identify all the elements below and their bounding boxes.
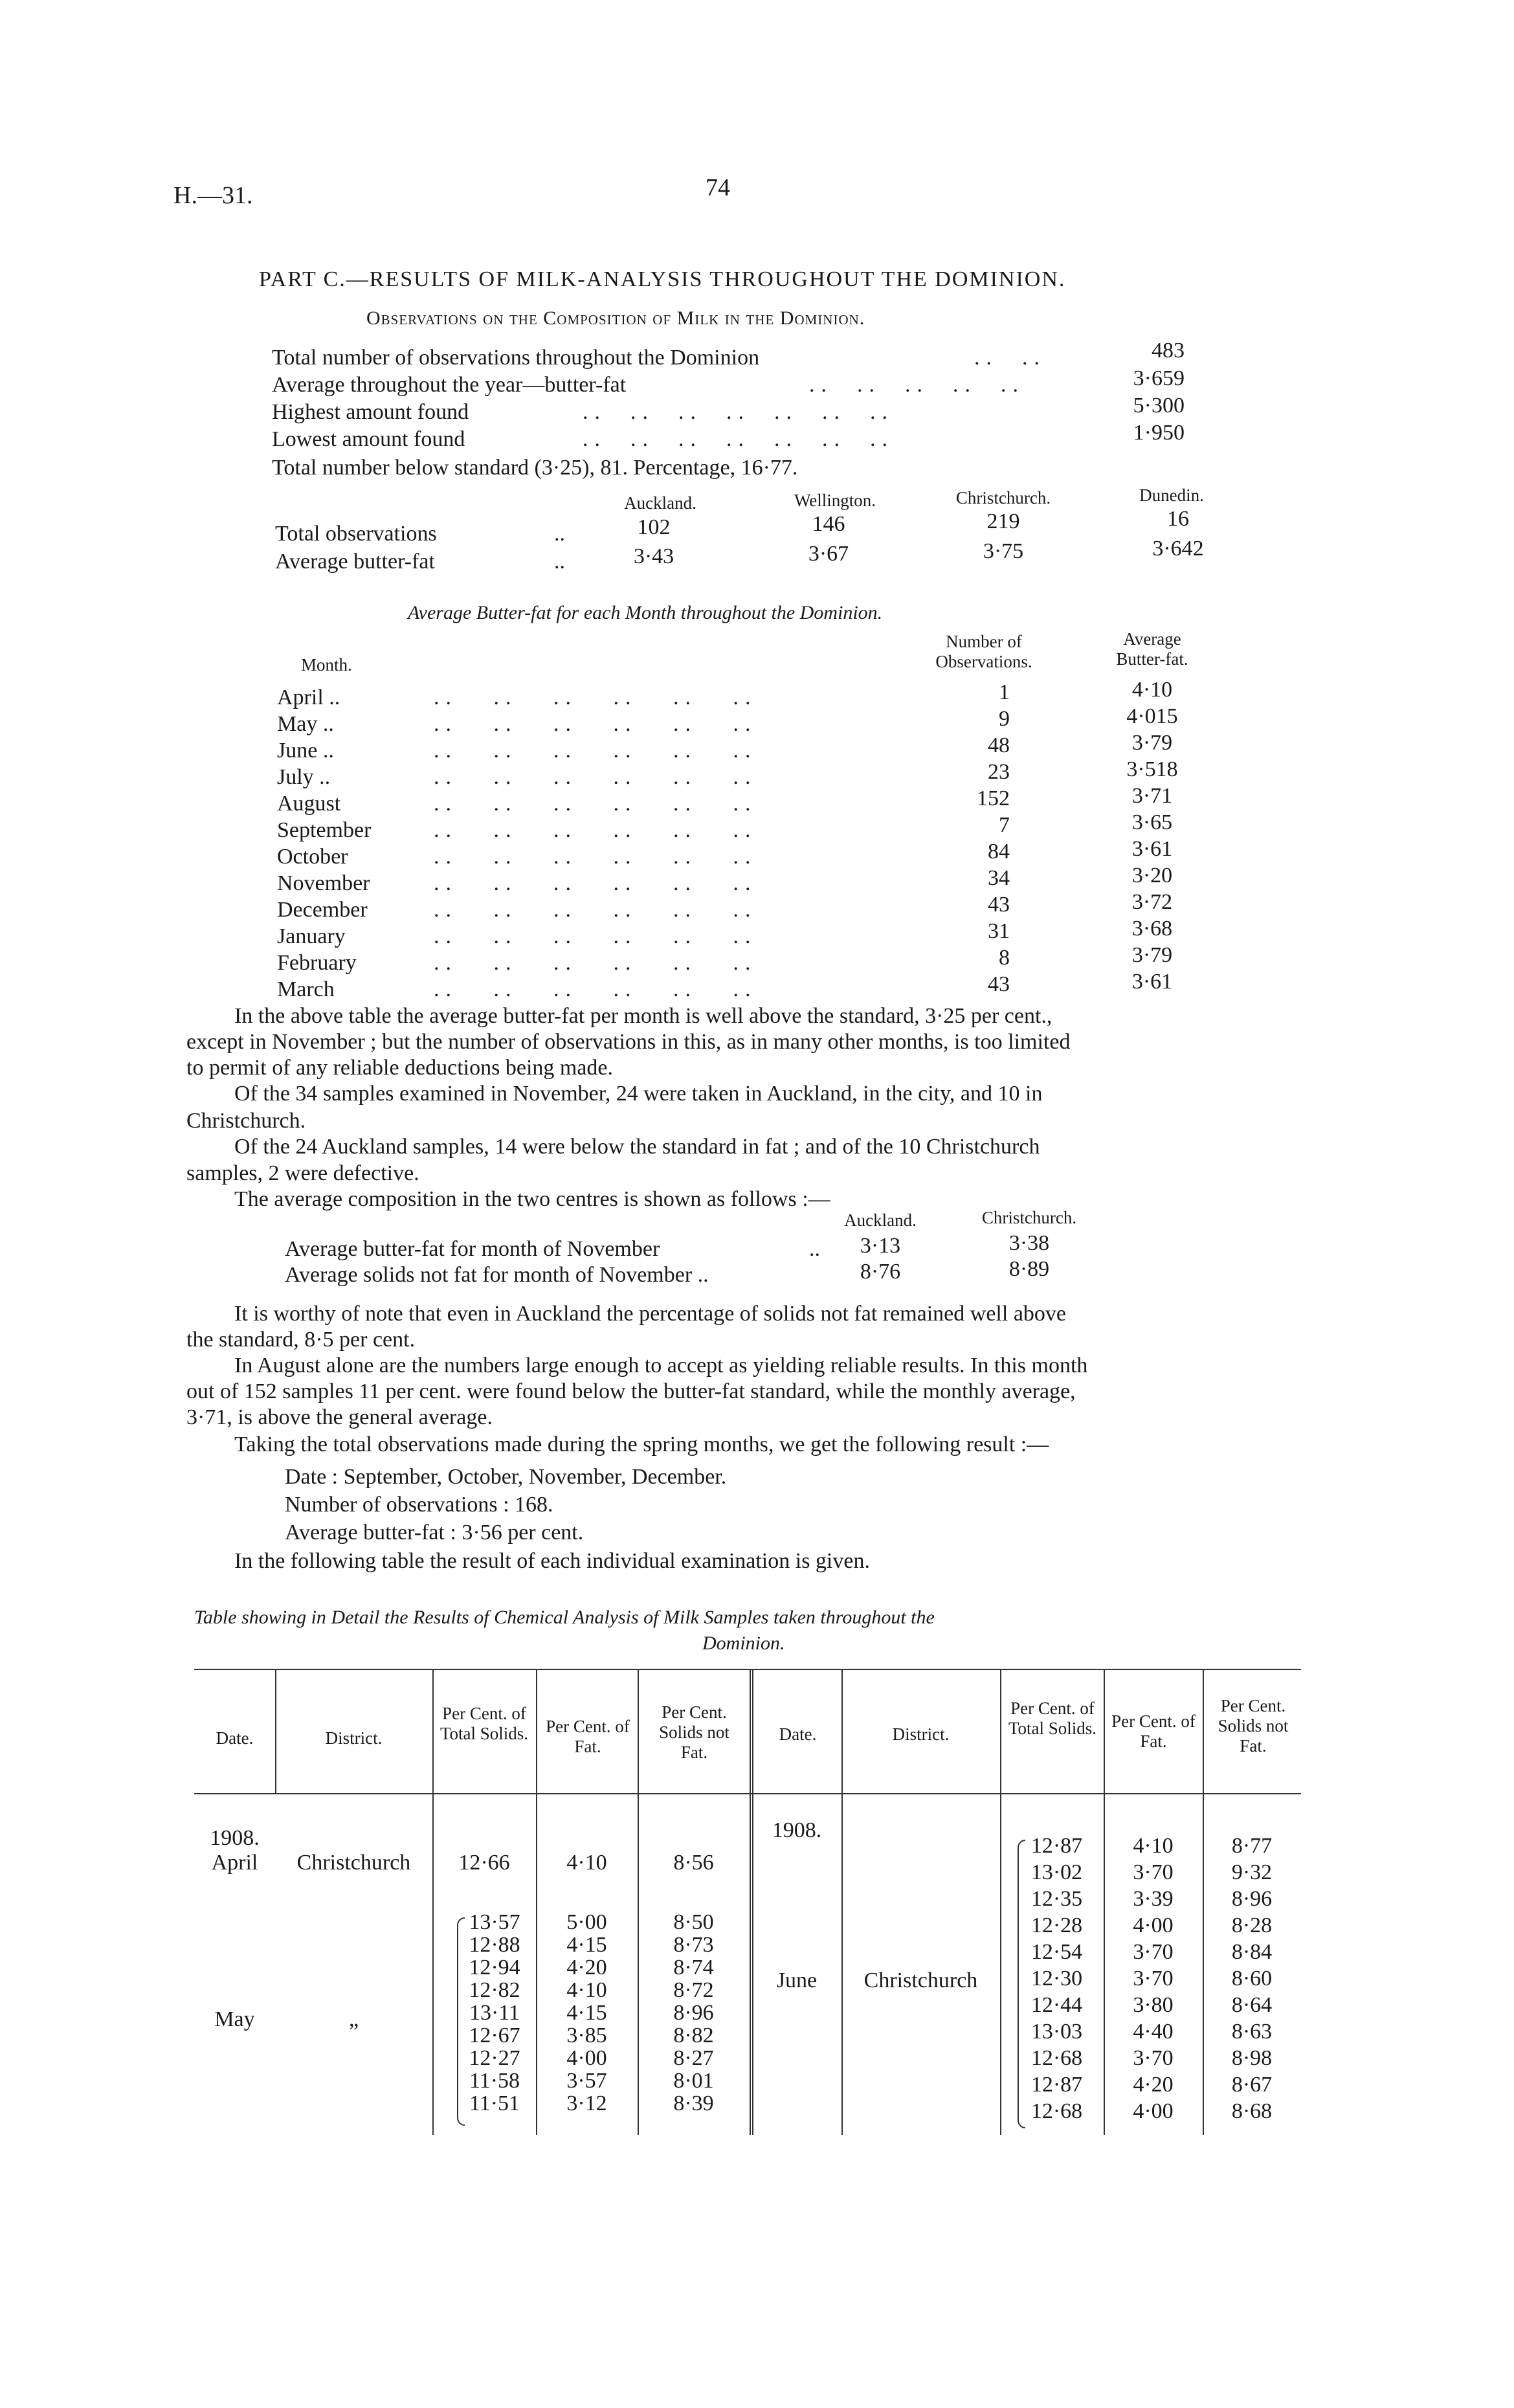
solids-not-fat-cell: 8·27: [673, 2046, 714, 2070]
observations-cell: 48: [988, 733, 1010, 757]
observations-cell: 1: [999, 680, 1010, 704]
fat-cell: 5·00: [566, 1910, 607, 1934]
average-cell: 3·79: [1131, 731, 1173, 755]
total-solids-cell: 12·94: [469, 1956, 520, 1979]
month-label: October: [277, 845, 348, 869]
column-header-observations: Number of Observations.: [935, 632, 1032, 671]
table-cell: 219: [986, 509, 1020, 533]
fat-cell: 3·70: [1133, 1940, 1174, 1964]
leader-dots: ..: [809, 1237, 820, 1261]
solids-not-fat-cell: 8·73: [673, 1933, 714, 1957]
fat-cell: 3·85: [566, 2023, 607, 2047]
total-solids-cell: 12·27: [469, 2046, 520, 2070]
total-solids-cell: 12·54: [1030, 1940, 1083, 1964]
leader-dots: .. .. .. .. .. ..: [434, 712, 757, 736]
district-christchurch: Christchurch: [863, 1968, 978, 1992]
summary-value: 1·950: [1133, 421, 1185, 445]
summary-label: Average throughout the year—butter-fat: [272, 373, 627, 397]
paragraph-line: It is worthy of note that even in Auckland the percentage of solids not fat remained well above: [234, 1302, 1066, 1326]
paragraph-line: samples, 2 were defective.: [186, 1161, 419, 1185]
summary-label: Lowest amount found: [272, 427, 465, 451]
total-solids-cell: 13·57: [469, 1910, 520, 1934]
total-solids-cell: 12·88: [469, 1933, 520, 1957]
leader-dots: .. ..: [974, 346, 1046, 370]
month-label: September: [277, 818, 372, 842]
solids-not-fat-cell: 8·82: [673, 2023, 714, 2047]
leader-dots: .. .. .. .. .. ..: [434, 765, 757, 789]
month-label: January: [277, 924, 346, 948]
average-cell: 4·10: [1131, 678, 1173, 702]
leader-dots: ..: [554, 550, 565, 574]
column-header-average: Average Butter-fat.: [1116, 629, 1188, 669]
table-cell: 3·13: [860, 1234, 901, 1258]
solids-not-fat-cell: 8·84: [1231, 1940, 1273, 1964]
document-reference: H.—31.: [173, 182, 253, 209]
observations-cell: 34: [988, 866, 1010, 890]
header-total-solids: Per Cent. of Total Solids.: [440, 1704, 529, 1743]
fat-cell: 4·15: [566, 2001, 607, 2025]
leader-dots: .. .. .. .. .. ..: [434, 951, 757, 975]
summary-value: 5·300: [1133, 394, 1185, 418]
column-rule: [1000, 1669, 1001, 2135]
solids-not-fat-cell: 8·96: [673, 2001, 714, 2025]
row-label: Total observations: [275, 522, 437, 546]
summary-value: 3·659: [1133, 366, 1185, 390]
leader-dots: .. .. .. .. .. ..: [434, 871, 757, 895]
leader-dots: .. .. .. .. .. ..: [434, 686, 757, 709]
paragraph-line: Taking the total observations made during the spring months, we get the following result :—: [234, 1433, 1049, 1456]
table-header-rule: [194, 1793, 1301, 1794]
month-label: July ..: [277, 765, 331, 789]
total-solids-cell: 11·51: [469, 2091, 520, 2115]
paragraph-line: In the following table the result of each individual examination is given.: [234, 1549, 870, 1573]
month-label: November: [277, 871, 370, 895]
column-rule: [432, 1669, 434, 2135]
fat-cell: 4·10: [1133, 1834, 1174, 1858]
spring-butter-fat: Average butter-fat : 3·56 per cent.: [285, 1521, 584, 1544]
solids-not-fat-cell: 8·68: [1231, 2099, 1273, 2123]
monthly-table-title: Average Butter-fat for each Month throughout the Dominion.: [408, 602, 883, 623]
header-solids-not-fat: Per Cent. Solids not Fat.: [659, 1702, 729, 1762]
observations-cell: 152: [977, 786, 1010, 810]
fat-cell: 3·80: [1133, 1993, 1174, 2017]
paragraph-line: to permit of any reliable deductions being made.: [186, 1056, 614, 1080]
observations-cell: 43: [988, 972, 1010, 996]
solids-not-fat-cell: 8·72: [673, 1978, 714, 2002]
total-solids-cell: 13·11: [469, 2001, 520, 2025]
column-rule: [752, 1669, 753, 2135]
column-header: Christchurch.: [981, 1208, 1077, 1227]
fat-cell: 4·00: [1133, 2099, 1174, 2123]
fat-cell: 4·20: [566, 1956, 607, 1979]
leader-dots: .. .. .. .. .. .. ..: [583, 400, 894, 424]
column-header: Dunedin.: [1139, 485, 1204, 505]
column-header: Christchurch.: [955, 488, 1051, 507]
district-christchurch: Christchurch: [296, 1851, 411, 1875]
column-header: Wellington.: [794, 491, 876, 510]
table-top-rule: [194, 1669, 1301, 1670]
solids-not-fat-cell: 8·39: [673, 2091, 714, 2115]
summary-label: Highest amount found: [272, 400, 469, 424]
solids-not-fat-cell: 9·32: [1231, 1860, 1273, 1884]
fat-cell: 4·10: [566, 1851, 607, 1875]
detail-table-title-cont: Dominion.: [702, 1633, 785, 1654]
fat-cell: 4·20: [1133, 2073, 1174, 2097]
fat-cell: 4·15: [566, 1933, 607, 1957]
part-title: PART C.—RESULTS OF MILK-ANALYSIS THROUGHOUT THE DOMINION.: [259, 267, 1066, 291]
average-cell: 3·68: [1131, 917, 1173, 941]
solids-not-fat-cell: 8·96: [1231, 1887, 1273, 1911]
table-cell: 3·642: [1152, 537, 1204, 561]
total-solids-cell: 12·67: [469, 2023, 520, 2047]
average-cell: 3·518: [1126, 757, 1178, 781]
month-label: August: [277, 792, 341, 816]
column-rule: [750, 1669, 751, 2135]
total-solids-cell: 11·58: [469, 2069, 520, 2093]
solids-not-fat-cell: 8·98: [1231, 2046, 1273, 2070]
paragraph-line: Christchurch.: [186, 1109, 306, 1133]
table-cell: 102: [637, 515, 671, 539]
leader-dots: ..: [554, 522, 565, 546]
fat-cell: 3·70: [1133, 2046, 1174, 2070]
average-cell: 3·20: [1131, 864, 1173, 887]
solids-not-fat-cell: 8·01: [673, 2069, 714, 2093]
detail-table-title: Table showing in Detail the Results of Chemical Analysis of Milk Samples taken throughout the: [194, 1607, 935, 1628]
date-april: April: [211, 1851, 258, 1875]
month-label: April ..: [277, 686, 340, 709]
observations-cell: 7: [999, 813, 1010, 837]
paragraph-line: the standard, 8·5 per cent.: [186, 1328, 416, 1352]
total-solids-cell: 13·03: [1030, 2020, 1083, 2044]
paragraph-line: In the above table the average butter-fat per month is well above the standard, 3·25 per cent.,: [234, 1004, 1052, 1028]
leader-dots: .. .. .. .. .. .. ..: [583, 427, 894, 451]
header-date: Date.: [779, 1724, 817, 1744]
fat-cell: 4·40: [1133, 2020, 1174, 2044]
district-ditto: „: [348, 2007, 359, 2031]
header-fat: Per Cent. of Fat.: [546, 1717, 630, 1756]
table-cell: 3·43: [633, 544, 674, 568]
total-solids-cell: 12·28: [1030, 1913, 1083, 1937]
row-label: Average butter-fat for month of November: [285, 1237, 660, 1261]
leader-dots: .. .. .. .. .. ..: [434, 792, 757, 816]
observations-cell: 8: [999, 946, 1010, 970]
leader-dots: .. .. .. .. .. ..: [434, 898, 757, 922]
table-cell: 3·67: [808, 542, 849, 566]
table-cell: 8·89: [1008, 1257, 1050, 1281]
spring-observations: Number of observations : 168.: [285, 1493, 553, 1517]
paragraph-line: 3·71, is above the general average.: [186, 1405, 493, 1429]
observations-cell: 9: [999, 707, 1010, 731]
table-cell: 146: [812, 512, 845, 536]
solids-not-fat-cell: 8·77: [1231, 1834, 1273, 1858]
below-standard-line: Total number below standard (3·25), 81. Percentage, 16·77.: [272, 456, 798, 480]
fat-cell: 3·70: [1133, 1967, 1174, 1990]
header-district: District.: [892, 1724, 950, 1744]
table-cell: 16: [1167, 507, 1189, 531]
paragraph-line: out of 152 samples 11 per cent. were found below the butter-fat standard, while the monthly average,: [186, 1379, 1076, 1403]
average-cell: 4·015: [1126, 704, 1178, 728]
date-june: June: [776, 1968, 818, 1992]
leader-dots: .. .. .. .. ..: [809, 373, 1025, 397]
spring-date: Date : September, October, November, December.: [285, 1465, 727, 1489]
average-cell: 3·61: [1131, 970, 1173, 994]
average-cell: 3·65: [1131, 810, 1173, 834]
page-number: 74: [706, 174, 730, 201]
column-header: Auckland.: [844, 1210, 917, 1230]
date-may: May: [214, 2007, 255, 2031]
paragraph-line: Of the 24 Auckland samples, 14 were below the standard in fat ; and of the 10 Christchurch: [234, 1135, 1040, 1159]
solids-not-fat-cell: 8·63: [1231, 2020, 1273, 2044]
paragraph-line: Of the 34 samples examined in November, 24 were taken in Auckland, in the city, and 10 in: [234, 1082, 1043, 1106]
average-cell: 3·72: [1131, 890, 1173, 914]
summary-label: Total number of observations throughout the Dominion: [272, 346, 760, 370]
total-solids-cell: 12·87: [1030, 1834, 1083, 1858]
average-cell: 3·71: [1131, 784, 1173, 808]
column-header-month: Month.: [301, 655, 352, 674]
row-label: Average butter-fat: [275, 550, 435, 574]
total-solids-cell: 13·02: [1030, 1860, 1083, 1884]
header-district: District.: [325, 1728, 383, 1748]
month-label: February: [277, 951, 357, 975]
header-date: Date.: [216, 1728, 254, 1748]
solids-not-fat-cell: 8·67: [1231, 2073, 1273, 2097]
year-label: 1908.: [772, 1818, 822, 1842]
paragraph-line: except in November ; but the number of observations in this, as in many other months, is too limited: [186, 1030, 1071, 1054]
table-cell: 3·75: [983, 539, 1024, 563]
fat-cell: 4·00: [566, 2046, 607, 2070]
leader-dots: .. .. .. .. .. ..: [434, 739, 757, 763]
observations-cell: 84: [988, 840, 1010, 864]
fat-cell: 3·39: [1133, 1887, 1174, 1911]
total-solids-cell: 12·87: [1030, 2073, 1083, 2097]
header-fat: Per Cent. of Fat.: [1111, 1711, 1196, 1751]
average-cell: 3·79: [1131, 943, 1173, 967]
table-cell: 3·38: [1008, 1231, 1050, 1255]
paragraph-line: The average composition in the two centres is shown as follows :—: [234, 1187, 830, 1211]
observations-cell: 43: [988, 893, 1010, 917]
solids-not-fat-cell: 8·28: [1231, 1913, 1273, 1937]
total-solids-cell: 12·68: [1030, 2046, 1083, 2070]
table-cell: 8·76: [860, 1260, 901, 1284]
paragraph-line: In August alone are the numbers large enough to accept as yielding reliable results. In this month: [234, 1354, 1088, 1377]
leader-dots: .. .. .. .. .. ..: [434, 818, 757, 842]
fat-cell: 4·10: [566, 1978, 607, 2002]
month-label: June ..: [277, 739, 334, 763]
leader-dots: .. .. .. .. .. ..: [434, 845, 757, 869]
fat-cell: 3·12: [566, 2091, 607, 2115]
solids-not-fat-cell: 8·64: [1231, 1993, 1273, 2017]
month-label: March: [277, 977, 335, 1001]
year-label: 1908.: [210, 1826, 260, 1850]
observations-cell: 31: [988, 919, 1010, 943]
fat-cell: 3·57: [566, 2069, 607, 2093]
leader-dots: .. .. .. .. .. ..: [434, 924, 757, 948]
average-cell: 3·61: [1131, 837, 1173, 861]
row-label: Average solids not fat for month of November ..: [285, 1263, 709, 1287]
observations-heading: Observations on the Composition of Milk in the Dominion.: [366, 307, 865, 329]
solids-not-fat-cell: 8·74: [673, 1956, 714, 1979]
total-solids-cell: 12·44: [1030, 1993, 1083, 2017]
column-header: Auckland.: [624, 493, 696, 513]
observations-cell: 23: [988, 760, 1010, 784]
header-solids-not-fat: Per Cent. Solids not Fat.: [1218, 1696, 1289, 1756]
month-label: May ..: [277, 712, 334, 736]
fat-cell: 3·70: [1133, 1860, 1174, 1884]
fat-cell: 4·00: [1133, 1913, 1174, 1937]
total-solids-cell: 12·68: [1030, 2099, 1083, 2123]
summary-value: 483: [1152, 339, 1185, 362]
solids-not-fat-cell: 8·50: [673, 1910, 714, 1934]
month-label: December: [277, 898, 368, 922]
solids-not-fat-cell: 8·60: [1231, 1967, 1273, 1990]
total-solids-cell: 12·35: [1030, 1887, 1083, 1911]
total-solids-cell: 12·82: [469, 1978, 520, 2002]
total-solids-cell: 12·30: [1030, 1967, 1083, 1990]
header-total-solids: Per Cent. of Total Solids.: [1008, 1699, 1097, 1738]
leader-dots: .. .. .. .. .. ..: [434, 977, 757, 1001]
total-solids-cell: 12·66: [458, 1851, 510, 1875]
solids-not-fat-cell: 8·56: [673, 1851, 714, 1875]
